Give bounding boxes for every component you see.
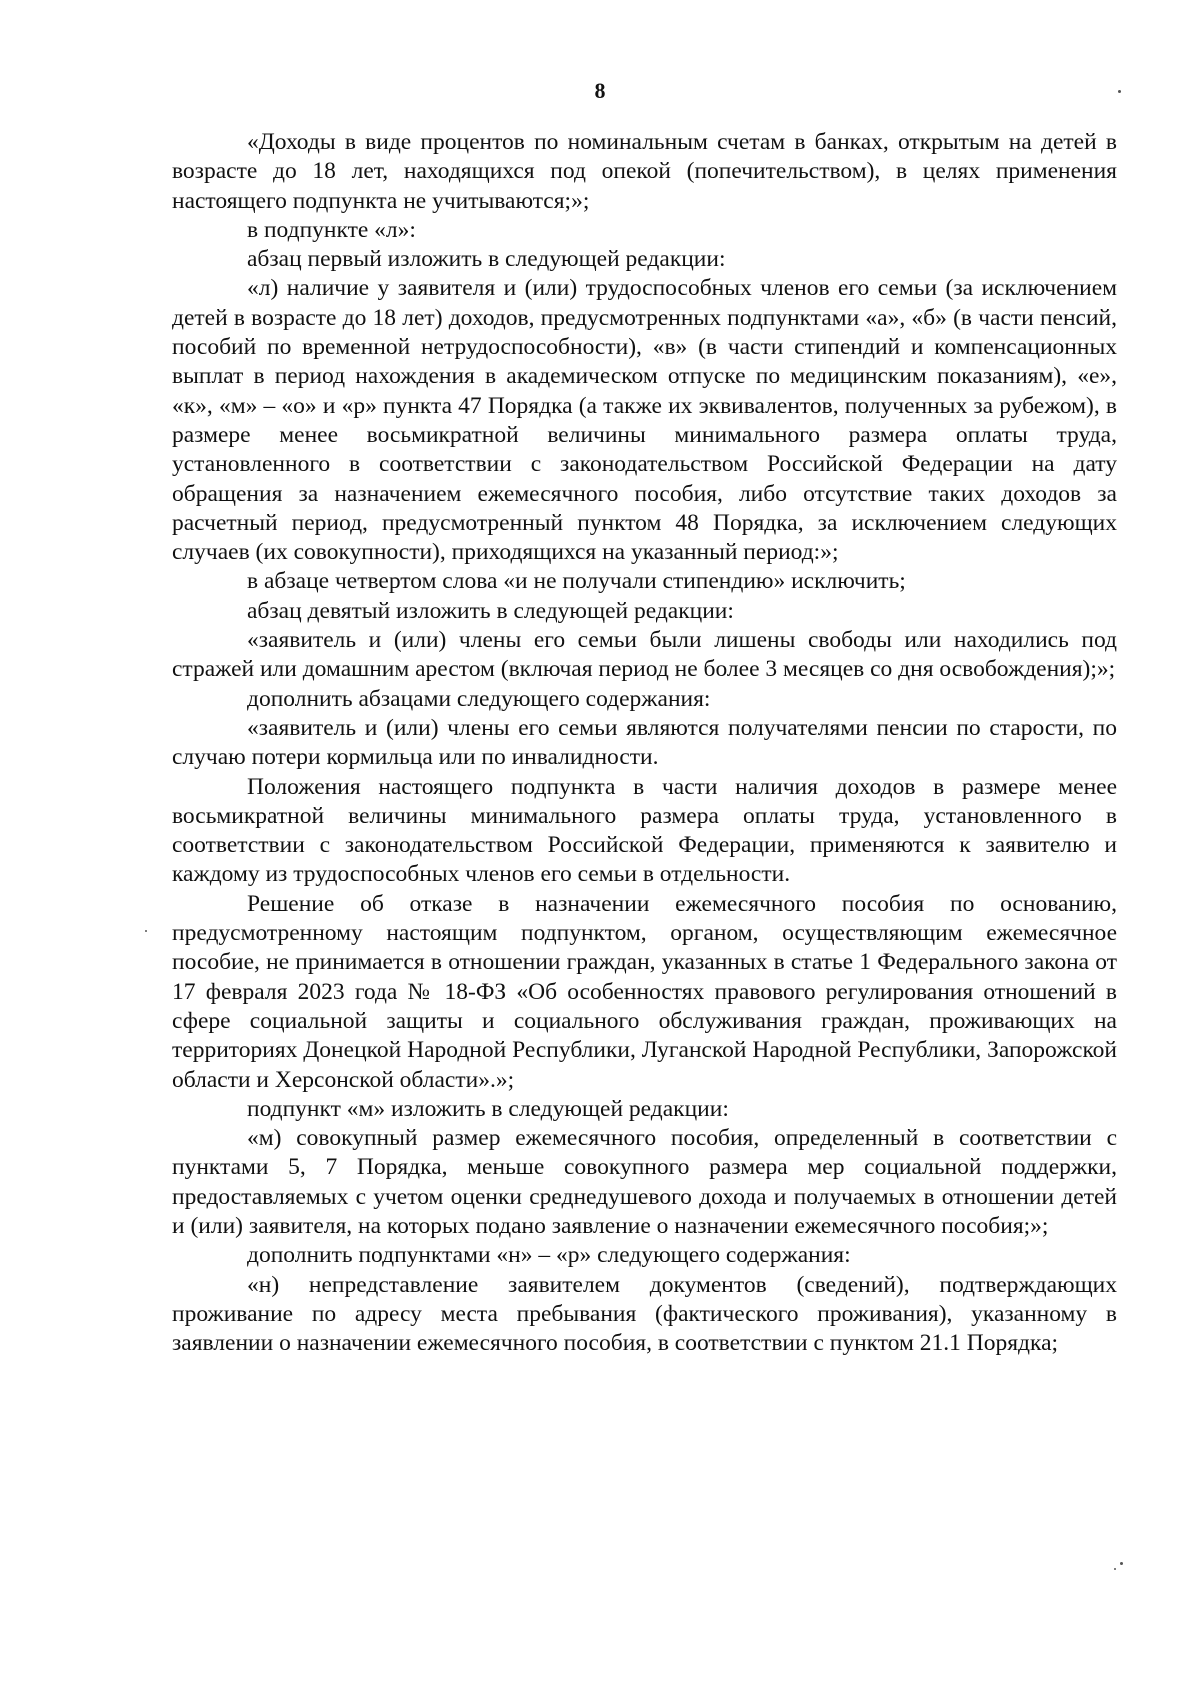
paragraph-3: абзац первый изложить в следующей редакции:	[247, 246, 726, 273]
document-body	[172, 128, 1117, 1358]
paragraph-12: подпункт «м» изложить в следующей редакции:	[247, 1095, 729, 1122]
paragraph-1: «Доходы в виде процентов по номинальным счетам в банках, открытым на детей в возрасте до 18 лет, находящихся под опекой (попечительством), в целях применения настоящего подпункта не учитываются;»;	[172, 129, 1117, 214]
scan-speck	[145, 930, 147, 932]
paragraph-8: дополнить абзацами следующего содержания:	[247, 685, 711, 712]
paragraph-5: в абзаце четвертом слова «и не получали стипендию» исключить;	[247, 568, 906, 595]
paragraph-4: «л) наличие у заявителя и (или) трудоспособных членов его семьи (за исключением детей в возрасте до 18 лет) доходов, предусмотренных подпунктами «а», «б» (в части пенсий, пособий по временной нетрудоспособности), «в» (в части стипендий и компенсационных выплат в период нахождения в академическом отпуске по медицинским показаниям), «е», «к», «м» – «о» и «р» пункта 47 Порядка (а также их эквивалентов, полученных за рубежом), в размере менее восьмикратной величины минимального размера оплаты труда, установленного в соответствии с законодательством Российской Федерации на дату обращения за назначением ежемесячного пособия, либо отсутствие таких доходов за расчетный период, предусмотренный пунктом 48 Порядка, за исключением следующих случаев (их совокупности), приходящихся на указанный период:»;	[172, 275, 1117, 566]
paragraph-15: «н) непредставление заявителем документов (сведений), подтверждающих проживание по адресу места пребывания (фактического проживания), указанному в заявлении о назначении ежемесячного пособия, в соответствии с пунктом 21.1 Порядка;	[172, 1271, 1117, 1357]
paragraph-11: Решение об отказе в назначении ежемесячного пособия по основанию, предусмотренному настоящим подпунктом, органом, осуществляющим ежемесячное пособие, не принимается в отношении граждан, указанных в статье 1 Федерального закона от 17 февраля 2023 года № 18-ФЗ «Об особенностях правового регулирования отношений в сфере социальной защиты и социального обслуживания граждан, проживающих на территориях Донецкой Народной Республики, Луганской Народной Республики, Запорожской области и Херсонской области».»;	[172, 890, 1117, 1093]
paragraph-9: «заявитель и (или) члены его семьи являются получателями пенсии по старости, по случаю потери кормильца или по инвалидности.	[172, 714, 1117, 771]
scan-speck	[1120, 1562, 1123, 1565]
paragraph-10: Положения настоящего подпункта в части наличия доходов в размере менее восьмикратной величины минимального размера оплаты труда, установленного в соответствии с законодательством Российской Федерации, применяются к заявителю и каждому из трудоспособных членов его семьи в отдельности.	[172, 773, 1117, 888]
paragraph-2: в подпункте «л»:	[247, 216, 416, 243]
scan-speck	[1118, 90, 1121, 93]
paragraph-13: «м) совокупный размер ежемесячного пособия, определенный в соответствии с пунктами 5, 7 Порядка, меньше совокупного размера мер социальной поддержки, предоставляемых с учетом оценки среднедушевого дохода и получаемых в отношении детей и (или) заявителя, на которых подано заявление о назначении ежемесячного пособия;»;	[172, 1125, 1117, 1239]
scan-speck	[1114, 1568, 1116, 1570]
page-number: 8	[594, 78, 606, 103]
paragraph-14: дополнить подпунктами «н» – «р» следующего содержания:	[247, 1242, 851, 1269]
paragraph-6: абзац девятый изложить в следующей редакции:	[247, 597, 734, 624]
paragraph-7: «заявитель и (или) члены его семьи были лишены свободы или находились под стражей или домашним арестом (включая период не более 3 месяцев со дня освобождения);»;	[172, 627, 1117, 683]
